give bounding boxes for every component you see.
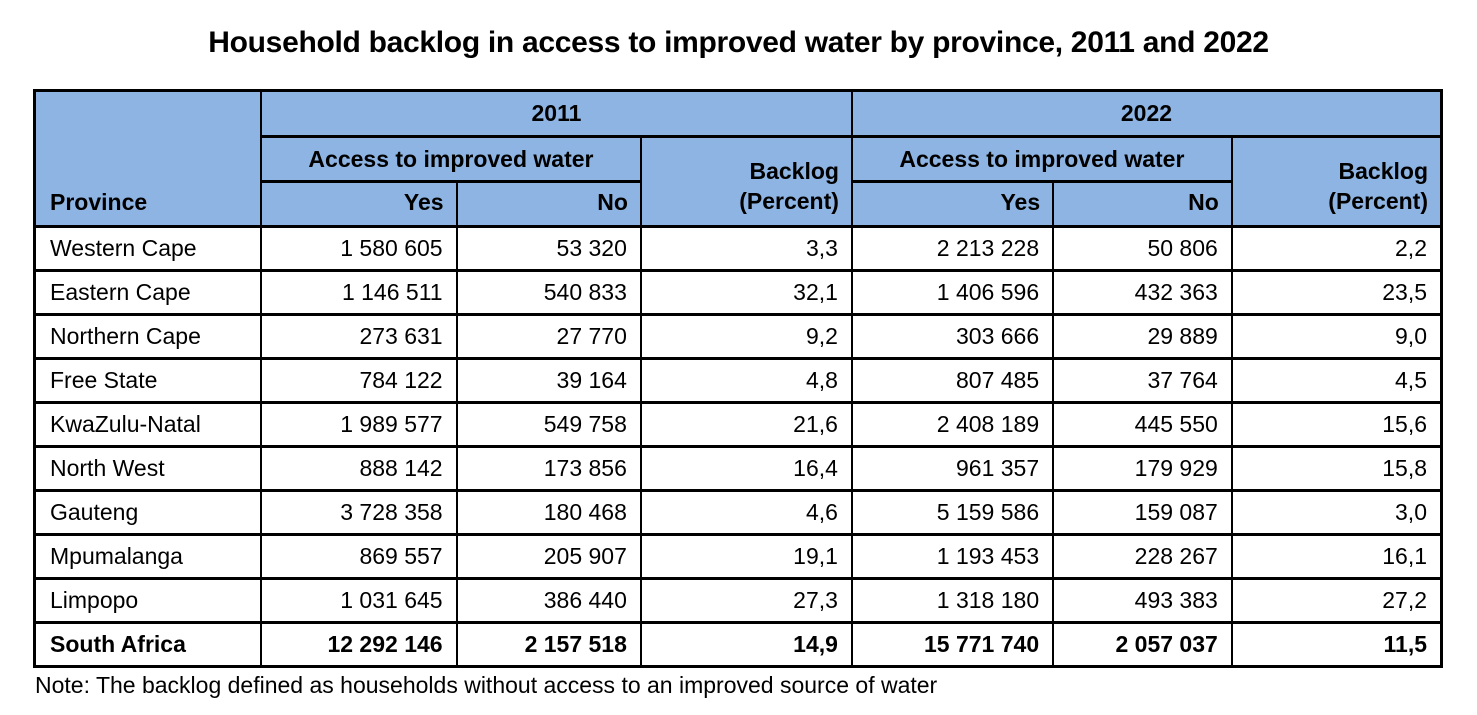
value-cell: 53 320 [457, 227, 641, 271]
value-cell: 445 550 [1053, 403, 1232, 447]
value-cell: 21,6 [641, 403, 852, 447]
yes-header-2011: Yes [261, 182, 457, 227]
value-cell: 3,3 [641, 227, 852, 271]
province-cell: South Africa [35, 623, 262, 667]
value-cell: 15,6 [1232, 403, 1442, 447]
value-cell: 2 157 518 [457, 623, 641, 667]
value-cell: 173 856 [457, 447, 641, 491]
backlog-header-line2: (Percent) [739, 187, 839, 214]
value-cell: 2,2 [1232, 227, 1442, 271]
value-cell: 1 193 453 [852, 535, 1053, 579]
value-cell: 9,2 [641, 315, 852, 359]
value-cell: 1 989 577 [261, 403, 457, 447]
value-cell: 1 146 511 [261, 271, 457, 315]
value-cell: 16,4 [641, 447, 852, 491]
value-cell: 27 770 [457, 315, 641, 359]
value-cell: 29 889 [1053, 315, 1232, 359]
province-cell: Eastern Cape [35, 271, 262, 315]
access-header-2011: Access to improved water [261, 137, 641, 182]
value-cell: 12 292 146 [261, 623, 457, 667]
table-row [35, 447, 1442, 491]
backlog-header-line1: Backlog [749, 158, 839, 185]
value-cell: 386 440 [457, 579, 641, 623]
value-cell: 179 929 [1053, 447, 1232, 491]
value-cell: 432 363 [1053, 271, 1232, 315]
backlog-header-2011 [641, 137, 852, 227]
backlog-header-2022 [1232, 137, 1442, 227]
value-cell: 303 666 [852, 315, 1053, 359]
value-cell: 4,6 [641, 491, 852, 535]
value-cell: 27,3 [641, 579, 852, 623]
value-cell: 11,5 [1232, 623, 1442, 667]
value-cell: 4,8 [641, 359, 852, 403]
access-header-2022: Access to improved water [852, 137, 1232, 182]
value-cell: 1 580 605 [261, 227, 457, 271]
table-row [35, 359, 1442, 403]
value-cell: 1 031 645 [261, 579, 457, 623]
total-row [35, 623, 1442, 667]
footnote: Note: The backlog defined as households without access to an improved source of water [35, 672, 938, 698]
value-cell: 32,1 [641, 271, 852, 315]
value-cell: 39 164 [457, 359, 641, 403]
year-header-2011: 2011 [261, 91, 852, 137]
value-cell: 869 557 [261, 535, 457, 579]
value-cell: 888 142 [261, 447, 457, 491]
value-cell: 2 408 189 [852, 403, 1053, 447]
value-cell: 961 357 [852, 447, 1053, 491]
table-header [35, 91, 1442, 227]
value-cell: 9,0 [1232, 315, 1442, 359]
value-cell: 3 728 358 [261, 491, 457, 535]
value-cell: 2 213 228 [852, 227, 1053, 271]
value-cell: 205 907 [457, 535, 641, 579]
province-cell: Western Cape [35, 227, 262, 271]
value-cell: 540 833 [457, 271, 641, 315]
value-cell: 228 267 [1053, 535, 1232, 579]
value-cell: 15,8 [1232, 447, 1442, 491]
value-cell: 16,1 [1232, 535, 1442, 579]
value-cell: 14,9 [641, 623, 852, 667]
province-column-header: Province [35, 91, 262, 227]
value-cell: 37 764 [1053, 359, 1232, 403]
value-cell: 19,1 [641, 535, 852, 579]
value-cell: 159 087 [1053, 491, 1232, 535]
value-cell: 549 758 [457, 403, 641, 447]
value-cell: 807 485 [852, 359, 1053, 403]
province-cell: Mpumalanga [35, 535, 262, 579]
year-header-row [35, 91, 1442, 137]
no-header-2022: No [1053, 182, 1232, 227]
table-row [35, 403, 1442, 447]
yes-header-2022: Yes [852, 182, 1053, 227]
value-cell: 3,0 [1232, 491, 1442, 535]
value-cell: 27,2 [1232, 579, 1442, 623]
value-cell: 50 806 [1053, 227, 1232, 271]
value-cell: 273 631 [261, 315, 457, 359]
value-cell: 23,5 [1232, 271, 1442, 315]
table-row [35, 271, 1442, 315]
table-row [35, 535, 1442, 579]
no-header-2011: No [457, 182, 641, 227]
value-cell: 15 771 740 [852, 623, 1053, 667]
province-cell: North West [35, 447, 262, 491]
backlog-header-line1: Backlog [1338, 158, 1428, 185]
table-row [35, 579, 1442, 623]
value-cell: 784 122 [261, 359, 457, 403]
province-cell: Northern Cape [35, 315, 262, 359]
value-cell: 180 468 [457, 491, 641, 535]
value-cell: 4,5 [1232, 359, 1442, 403]
page-title: Household backlog in access to improved water by province, 2011 and 2022 [208, 26, 1269, 59]
water-backlog-table [33, 89, 1443, 668]
value-cell: 5 159 586 [852, 491, 1053, 535]
year-header-2022: 2022 [852, 91, 1442, 137]
value-cell: 1 318 180 [852, 579, 1053, 623]
province-cell: Free State [35, 359, 262, 403]
table-row [35, 315, 1442, 359]
value-cell: 493 383 [1053, 579, 1232, 623]
table-row [35, 227, 1442, 271]
table-row [35, 491, 1442, 535]
table-body [35, 227, 1442, 667]
backlog-header-line2: (Percent) [1328, 187, 1428, 214]
value-cell: 2 057 037 [1053, 623, 1232, 667]
province-cell: Gauteng [35, 491, 262, 535]
province-cell: Limpopo [35, 579, 262, 623]
value-cell: 1 406 596 [852, 271, 1053, 315]
province-cell: KwaZulu-Natal [35, 403, 262, 447]
